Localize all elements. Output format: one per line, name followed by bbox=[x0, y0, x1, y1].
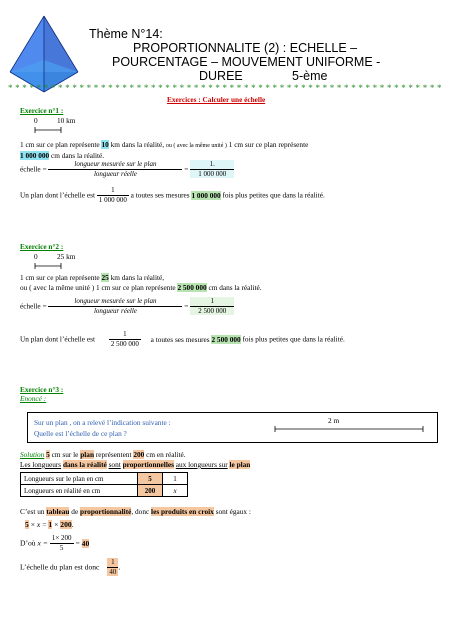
dotted-separator: * * * * * * * * * * * * * * * * * * * * * * * * * * * * * * * * * * * * * * * * * * * * * * * * * * * * * * * * * * * * * bbox=[8, 83, 442, 93]
table-cell: 200 bbox=[138, 485, 163, 497]
ex2-echelle-formula: échelle = $\frac{\text{longueur mesurée sur le plan}}{\text{longueur réelle}}$ = $\frac{1}{2 500 000}$ bbox=[20, 297, 234, 315]
table-row bbox=[21, 473, 188, 485]
ex1-plan-sentence: Un plan dont l’échelle est $\frac{1}{1 000 000}$ a toutes ses mesures 1 000 000 fois plus petites que dans la réalité. bbox=[20, 186, 325, 204]
ex3-box-scale-bar bbox=[274, 425, 424, 433]
table-cell: x bbox=[163, 485, 188, 497]
ex3-longueurs-line: Les longueurs dans la réalité sont proportionnelles aux longueurs sur le plan bbox=[20, 460, 251, 469]
ex1-scale-bar bbox=[33, 126, 63, 134]
ex2-line-b: ou ( avec la même unité ) 1 cm sur ce plan représente 2 500 000 cm dans la réalité. bbox=[20, 283, 262, 292]
ex3-box-scale-label: 2 m bbox=[328, 416, 340, 425]
theme-grade: 5-ème bbox=[292, 69, 328, 83]
ex3-dou-line: D’où x = $\frac{1\times 200}{5}$ = 40 bbox=[20, 534, 90, 552]
theme-subtitle-duree: DUREE bbox=[199, 69, 243, 83]
ex3-cross-product: 5 × x = 1 × 200. bbox=[25, 520, 74, 529]
ex1-scale-zero: 0 bbox=[34, 116, 38, 125]
ex2-scale-label: 25 km bbox=[57, 252, 76, 261]
table-cell: Longueurs sur le plan en cm bbox=[21, 473, 138, 485]
ex1-line-a: 1 cm sur ce plan représente 10 km dans la réalité, ou ( avec la même unité ) 1 cm sur ce plan représente bbox=[20, 140, 309, 149]
ex3-statement-box bbox=[27, 412, 438, 443]
table-row bbox=[21, 485, 188, 497]
section-title: Exercices : Calculer une échelle bbox=[167, 95, 266, 104]
ex2-title: Exercice n°2 : bbox=[20, 242, 64, 251]
theme-subtitle-1: PROPORTIONNALITE (2) : ECHELLE – bbox=[133, 41, 358, 55]
ex3-box-line2: Quelle est l’échelle de ce plan ? bbox=[34, 429, 127, 438]
ex3-box-line1: Sur un plan , on a relevé l’indication suivante : bbox=[34, 418, 171, 427]
ex3-final-line: L’échelle du plan est donc $\frac{1}{40}$ . bbox=[20, 558, 121, 576]
ex2-line-a: 1 cm sur ce plan représente 25 km dans la réalité, bbox=[20, 273, 165, 282]
ex3-title: Exercice n°3 : bbox=[20, 385, 64, 394]
ex1-title: Exercice n°1 : bbox=[20, 106, 64, 115]
ex3-proportion-table bbox=[20, 472, 188, 497]
ex2-scale-bar bbox=[33, 262, 63, 270]
ex1-scale-label: 10 km bbox=[57, 116, 76, 125]
table-cell: 5 bbox=[138, 473, 163, 485]
ex3-enonce-label: Enoncé : bbox=[20, 394, 47, 403]
ex1-line-b: 1 000 000 cm dans la réalité. bbox=[20, 151, 105, 160]
table-cell: Longueurs en réalité en cm bbox=[21, 485, 138, 497]
table-cell: 1 bbox=[163, 473, 188, 485]
ex1-echelle-formula: échelle = $\frac{\text{longueur mesurée sur le plan}}{\text{longueur réelle}}$ = $\frac{1.}{1 000 000}$ bbox=[20, 160, 234, 178]
ex2-plan-sentence: Un plan dont l’échelle est $\frac{1}{2 500 000}$ a toutes ses mesures 2 500 000 fois plus petites que dans la réalité. bbox=[20, 330, 345, 348]
theme-subtitle-2: POURCENTAGE – MOUVEMENT UNIFORME - bbox=[112, 55, 381, 69]
ex2-scale-zero: 0 bbox=[34, 252, 38, 261]
theme-title: Thème N°14: bbox=[89, 27, 163, 41]
ex3-solution-line: Solution 5 cm sur le plan représentent 200 cm en réalité. bbox=[20, 450, 186, 459]
pyramid-logo bbox=[4, 14, 84, 94]
ex3-tableau-line: C’est un tableau de proportionnalité, donc les produits en croix sont égaux : bbox=[20, 507, 251, 516]
